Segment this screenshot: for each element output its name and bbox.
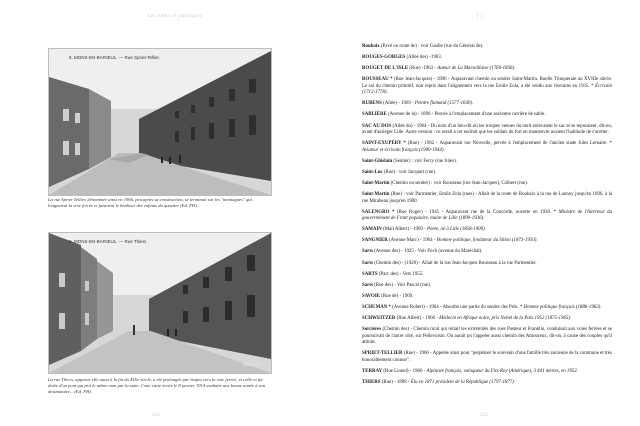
entry-name: SAC AU DOS xyxy=(362,123,392,129)
entry-name: SARTS xyxy=(362,271,378,277)
entry-name: SANGNIER xyxy=(362,238,388,244)
entry-description: (Rue) - 1962 - Auparavant rue Nouvelle, percée à l'emplacement de l'ancien stade Jules Lemaire. * xyxy=(405,141,612,147)
entry-note: Ministre de l'Intérieur du gouvernement de Front populaire, maire de Lille (1890-1936). xyxy=(362,209,612,222)
photo1-title: 8. MONS-EN-BARŒUL. — Rue Spriet-Tellier. xyxy=(69,55,161,60)
entry-name: TERRAY xyxy=(362,368,383,374)
street-entry xyxy=(362,159,612,166)
entry-name: SAINT-EXUPÉRY * xyxy=(362,141,406,147)
street-entry xyxy=(362,272,612,279)
entry-note: Peintre flamand (1577-1640). xyxy=(414,101,474,107)
photo2-caption: La rue Thiers, apparue elle aussi à la fin du XIXe siècle, a été prolongée par étapes vers la voie ferrée, et celle-ci fut dotée d'un pont qui prit le même nom par la suite. Cette carte écrite le 8 janvier 1914 souhaite une bonne année à son destinataire... (Ed. FH). xyxy=(48,377,266,394)
street-entry xyxy=(362,316,612,323)
street-entry xyxy=(362,305,612,312)
street-entry xyxy=(362,44,612,51)
entry-description: (Rue) - 1898 - xyxy=(380,379,411,385)
entry-name: Sarts xyxy=(362,249,373,255)
street-entry xyxy=(362,66,612,73)
street-entry xyxy=(362,380,612,387)
entry-name: Sarts xyxy=(362,282,373,288)
entry-name: Sarts xyxy=(362,260,373,266)
street-entry xyxy=(362,351,612,364)
entry-description: (Rue Roger) - 1945 - Auparavant rue de la Concorde, ouverte en 1930. * xyxy=(394,209,559,215)
street-entry xyxy=(362,77,612,97)
left-folio: 214 xyxy=(152,413,160,418)
entry-description: (Allée) - 1969 - xyxy=(381,101,415,107)
entry-description: (Rue) -1963 - xyxy=(408,66,438,72)
street-photo-2 xyxy=(49,233,271,373)
entry-description: (Sentier) : voir Ferry (rue Jules). xyxy=(392,158,457,164)
entry-description: (Pavé ou route de) : voir Gaulle (rue du Général de). xyxy=(379,44,484,49)
entry-description: (Allée du) - 1964 - Du nom d'un lieu-dit où les troupes venues du nord enlevaient le sac et se reposaient, dit-on, avant d'assiéger Lille. Autre version : ce serait à cet endroit que les soldats du fort en manœuvre avaient l'habitude de s'arrêter. xyxy=(362,123,612,136)
photo-rue-thiers xyxy=(48,232,272,374)
entry-name: SCHWEITZER xyxy=(362,315,396,321)
entry-note: Aviateur et écrivain français (1900-1944). xyxy=(362,147,445,153)
photo1-caption: La rue Spriet-Tellier, dénommée ainsi en 1966, peu après sa construction, se terminait sur les "montagnes" qui longeaient la voie ferrée et faisaient le bonheur des enfants du quartier (Ed. FH). xyxy=(48,197,252,208)
entry-description: (Allée des) -1963. xyxy=(405,55,442,61)
entry-name: Saint-Ghislain xyxy=(362,158,393,164)
street-photo-1 xyxy=(49,49,271,195)
street-entry xyxy=(362,327,612,347)
entry-name: RUBENS xyxy=(362,101,382,107)
entry-note: Élu en 1871 président de la République (1797-1877). xyxy=(410,379,516,385)
entry-note: Auteur de La Marseillaise (1760-1836). xyxy=(437,66,516,72)
street-entry xyxy=(362,369,612,376)
entry-description: (Avenue de la) - 1898 - Percée à l'emplacement d'une ancienne carrière de sable. xyxy=(386,112,546,118)
entry-description: (Chemin des) - Chemin rural qui reliait les extrémités des rues Pasteur et Franklin, conduisait aux voies ferrées et se poursuivait de l'autre côté, sur Pellevoisin. On aurait pu l'appeler aussi chemin des Amoureux, dit-on, à cause des couples qu'il attirait. xyxy=(362,327,612,346)
street-entries-list xyxy=(362,44,612,391)
entry-description: (Chemin des) - (1928) - Allait de la rue Jean-Jacques Rousseau à la rue Parmentier. xyxy=(372,260,537,266)
entry-note: Médecin en Afrique noire, prix Nobel de la Paix 1952 (1875-1965). xyxy=(439,315,572,321)
street-entry xyxy=(362,141,612,154)
street-entry xyxy=(362,181,612,188)
entry-name: SPRIET-TELLIER xyxy=(362,351,403,357)
photo2-title: 9. MONS-EN-BARŒUL. — Rue Thiers xyxy=(69,239,147,244)
street-entry xyxy=(362,294,612,301)
street-entry xyxy=(362,249,612,256)
entry-name: THIERS xyxy=(362,379,381,385)
entry-description: (Chemin ou sentier) : voir Rousseau (rue Jean-Jacques), Colbert (rue). xyxy=(389,180,528,186)
entry-name: Roubaix xyxy=(362,44,380,49)
street-entry xyxy=(362,55,612,62)
entry-description: (Rue de) - 1969. xyxy=(380,293,414,299)
entry-name: Sorcières xyxy=(362,327,382,333)
entry-description: (Parc des) - Vers 1955. xyxy=(377,271,424,277)
entry-name: Saint-Martin xyxy=(362,180,390,186)
entry-name: SAVOIE xyxy=(362,293,381,299)
entry-note: Écrivain (1712-1778). xyxy=(362,83,612,96)
entry-note: Homme politique, fondateur du Sillon (1873-1950). xyxy=(436,238,538,244)
entry-description: (Rue) : voir Jacquart (rue). xyxy=(382,169,437,175)
entry-description: (Rue des) - Voir Pascal (rue). xyxy=(372,282,431,288)
street-entry xyxy=(362,210,612,223)
street-entry xyxy=(362,283,612,290)
entry-note: Alpiniste français, vainqueur du Fitz-Roy (Amérique), 3 441 mètres, en 1952. xyxy=(426,368,578,374)
entry-note: Poète, né à Lille (1858-1900). xyxy=(426,227,486,233)
entry-name: SAMAIN xyxy=(362,227,382,233)
street-entry xyxy=(362,112,612,119)
entry-name: SALENGRO * xyxy=(362,209,395,215)
street-entry xyxy=(362,101,612,108)
right-running-head: ( ) xyxy=(476,14,484,19)
entry-name: ROUSSEAU * xyxy=(362,77,393,83)
entry-name: SABLIÈRE xyxy=(362,112,387,118)
entry-description: (Avenue Marc) - 1964 - xyxy=(387,238,437,244)
entry-description: (Mail Albert) - 1969 - xyxy=(381,227,427,233)
right-page xyxy=(320,0,640,426)
street-entry xyxy=(362,192,612,205)
street-entry xyxy=(362,170,612,177)
entry-description: (Rue Lionel) - 1966 - xyxy=(382,368,427,374)
entry-name: SCHUMAN * xyxy=(362,304,391,310)
entry-name: ROUGET DE L'ISLE xyxy=(362,66,409,72)
photo-rue-spriet-tellier xyxy=(48,48,272,196)
street-entry xyxy=(362,124,612,137)
entry-description: (Avenue des) - 1925 - Voir Foch (avenue du Maréchal). xyxy=(372,249,483,255)
right-folio: 215 xyxy=(480,413,488,418)
entry-name: Saint-Martin xyxy=(362,192,390,198)
entry-name: Saint-Luc xyxy=(362,169,383,175)
entry-description: (Rue) : voir Parmentier, Emile Zola (rues) - Allait de la route de Roubaix à la rue de Lannoy jusqu'en 1896, à la rue Mirabeau jusqu'en 1900. xyxy=(362,192,612,204)
entry-description: (Rue Jean-Jacques) - 1896 - Auparavant chemin ou sentier Saint-Martin. Ruelle Trinqueraie au XVIIIe siècle. Le sol du chemin primitif, non repris dans l'alignement vers la rue Emile Zola, a été vendu aux riverains en 1935. * xyxy=(362,77,612,89)
street-entry xyxy=(362,238,612,245)
entry-description: (Rue Albert) - 1966 - xyxy=(395,315,440,321)
photo2-publisher: Édit. F. G. xyxy=(243,362,261,367)
entry-note: Homme politique français (1886-1963). xyxy=(523,304,602,310)
street-entry xyxy=(362,227,612,234)
street-entry xyxy=(362,261,612,268)
entry-description: (Avenue Robert) - 1964 - Absorbe une partie du sentier des Prés. * xyxy=(390,304,524,310)
left-running-head: Les noms et publiques xyxy=(147,14,203,19)
entry-description: (Rue) - 1966 - Appelée ainsi pour "perpétuer le souvenir d'une famille très ancienne de la commune et très honorablement connue". xyxy=(362,351,612,363)
entry-name: ROUGES-GORGES xyxy=(362,55,406,61)
